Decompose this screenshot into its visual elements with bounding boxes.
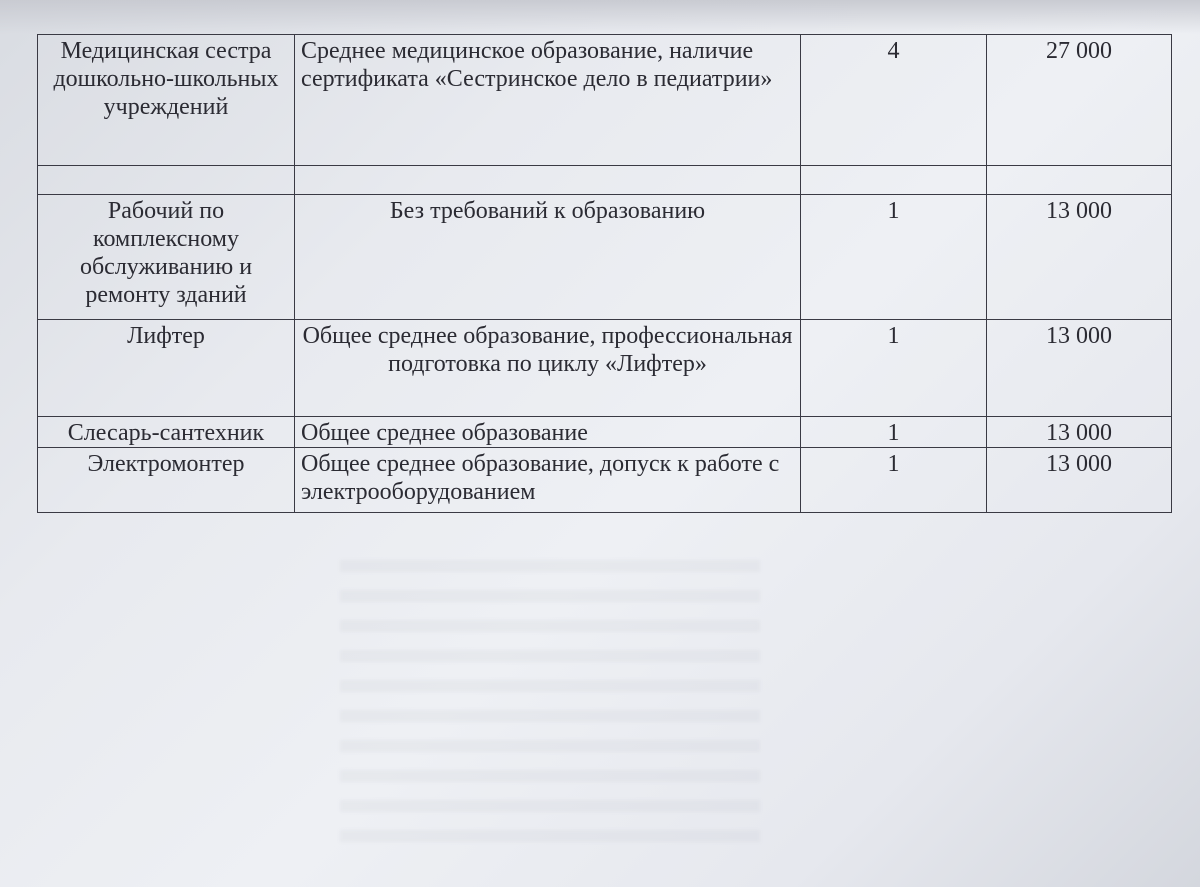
page-edge-shadow [0,0,1200,34]
salary-cell: 13 000 [987,195,1172,320]
salary-cell: 13 000 [987,320,1172,417]
table-row [38,320,1172,417]
requirements-cell: Без требований к образованию [295,195,801,320]
position-cell: Электромонтер [38,448,295,513]
table-row [38,448,1172,513]
position-cell [38,166,295,195]
count-cell: 1 [801,417,987,448]
table-row [38,195,1172,320]
count-cell: 1 [801,448,987,513]
count-cell: 4 [801,35,987,166]
count-cell [801,166,987,195]
position-cell: Рабочий по комплексному обслуживанию и ремонту зданий [38,195,295,320]
position-cell: Слесарь-сантехник [38,417,295,448]
requirements-cell: Общее среднее образование [295,417,801,448]
requirements-cell: Общее среднее образование, профессиональная подготовка по циклу «Лифтер» [295,320,801,417]
position-cell: Лифтер [38,320,295,417]
count-cell: 1 [801,320,987,417]
salary-cell [987,166,1172,195]
requirements-cell [295,166,801,195]
count-cell: 1 [801,195,987,320]
salary-cell: 13 000 [987,417,1172,448]
vacancy-table [37,34,1172,513]
requirements-cell: Общее среднее образование, допуск к работе с электрооборудованием [295,448,801,513]
table-row [38,417,1172,448]
table-row [38,35,1172,166]
table-row [38,166,1172,195]
requirements-cell: Среднее медицинское образование, наличие сертификата «Сестринское дело в педиатрии» [295,35,801,166]
show-through-text [340,560,760,860]
salary-cell: 27 000 [987,35,1172,166]
position-cell: Медицинская сестра дошкольно-школьных учреждений [38,35,295,166]
salary-cell: 13 000 [987,448,1172,513]
